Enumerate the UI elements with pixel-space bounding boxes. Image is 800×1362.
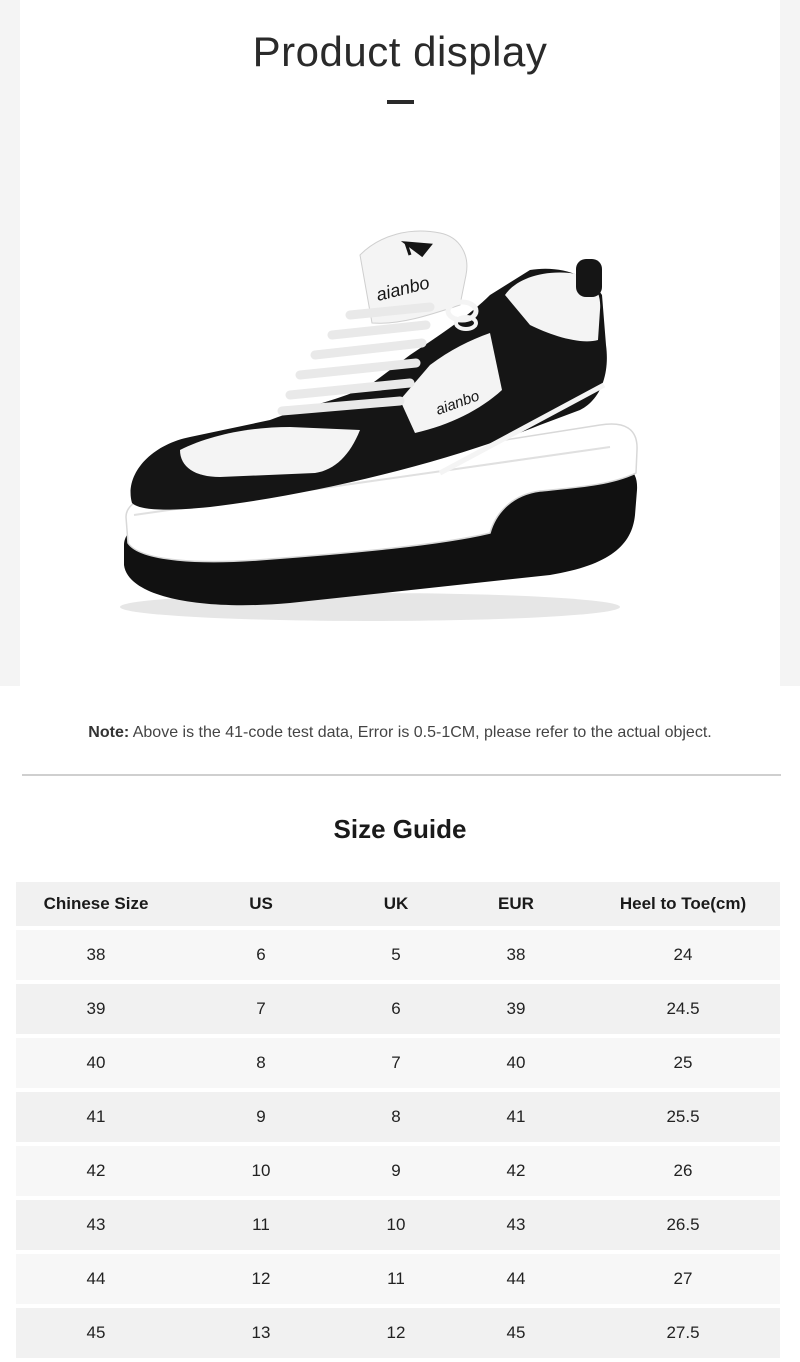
cell-uk: 10 xyxy=(346,1198,446,1252)
section-divider xyxy=(22,774,781,776)
cell-uk: 8 xyxy=(346,1090,446,1144)
header-us: US xyxy=(176,882,346,928)
cell-eur: 39 xyxy=(446,982,586,1036)
cell-us: 12 xyxy=(176,1252,346,1306)
table-row xyxy=(16,1144,780,1198)
tongue-logo: aianbo xyxy=(374,272,432,305)
note-label: Note: xyxy=(88,724,130,741)
table-row xyxy=(16,1252,780,1306)
cell-heel-to-toe: 24.5 xyxy=(586,982,780,1036)
header-eur: EUR xyxy=(446,882,586,928)
table-row xyxy=(16,1090,780,1144)
cell-chinese-size: 40 xyxy=(16,1036,176,1090)
table-row xyxy=(16,982,780,1036)
table-row xyxy=(16,1036,780,1090)
cell-chinese-size: 38 xyxy=(16,928,176,982)
page-title: Product display xyxy=(252,28,548,75)
left-margin-shade xyxy=(0,0,20,686)
right-margin-shade xyxy=(780,0,800,686)
cell-heel-to-toe: 27.5 xyxy=(586,1306,780,1360)
sneaker-product-image xyxy=(110,215,650,625)
table-row xyxy=(16,928,780,982)
title-underline xyxy=(387,100,414,104)
cell-chinese-size: 41 xyxy=(16,1090,176,1144)
cell-heel-to-toe: 26 xyxy=(586,1144,780,1198)
cell-chinese-size: 45 xyxy=(16,1306,176,1360)
cell-us: 7 xyxy=(176,982,346,1036)
table-row xyxy=(16,1306,780,1360)
cell-uk: 12 xyxy=(346,1306,446,1360)
cell-us: 9 xyxy=(176,1090,346,1144)
cell-heel-to-toe: 25.5 xyxy=(586,1090,780,1144)
cell-heel-to-toe: 25 xyxy=(586,1036,780,1090)
size-guide-table xyxy=(16,882,780,1362)
heel-tab xyxy=(576,259,602,297)
cell-eur: 40 xyxy=(446,1036,586,1090)
cell-eur: 45 xyxy=(446,1306,586,1360)
note-text: Above is the 41-code test data, Error is 0.5-1CM, please refer to the actual object. xyxy=(132,724,712,741)
header-chinese-size: Chinese Size xyxy=(16,882,176,928)
cell-chinese-size: 39 xyxy=(16,982,176,1036)
cell-us: 6 xyxy=(176,928,346,982)
cell-uk: 11 xyxy=(346,1252,446,1306)
cell-heel-to-toe: 26.5 xyxy=(586,1198,780,1252)
header-heel-to-toe: Heel to Toe(cm) xyxy=(586,882,780,928)
measurement-note xyxy=(0,724,800,742)
cell-uk: 6 xyxy=(346,982,446,1036)
cell-us: 10 xyxy=(176,1144,346,1198)
cell-eur: 43 xyxy=(446,1198,586,1252)
cell-uk: 5 xyxy=(346,928,446,982)
cell-chinese-size: 44 xyxy=(16,1252,176,1306)
cell-chinese-size: 42 xyxy=(16,1144,176,1198)
table-header-row xyxy=(16,882,780,928)
header-uk: UK xyxy=(346,882,446,928)
cell-us: 8 xyxy=(176,1036,346,1090)
cell-heel-to-toe: 24 xyxy=(586,928,780,982)
cell-us: 11 xyxy=(176,1198,346,1252)
side-logo: aianbo xyxy=(433,387,482,419)
cell-uk: 9 xyxy=(346,1144,446,1198)
cell-us: 13 xyxy=(176,1306,346,1360)
cell-eur: 38 xyxy=(446,928,586,982)
cell-eur: 41 xyxy=(446,1090,586,1144)
table-row xyxy=(16,1198,780,1252)
cell-eur: 42 xyxy=(446,1144,586,1198)
cell-chinese-size: 43 xyxy=(16,1198,176,1252)
cell-uk: 7 xyxy=(346,1036,446,1090)
cell-heel-to-toe: 27 xyxy=(586,1252,780,1306)
cell-eur: 44 xyxy=(446,1252,586,1306)
size-guide-title: Size Guide xyxy=(333,814,467,844)
